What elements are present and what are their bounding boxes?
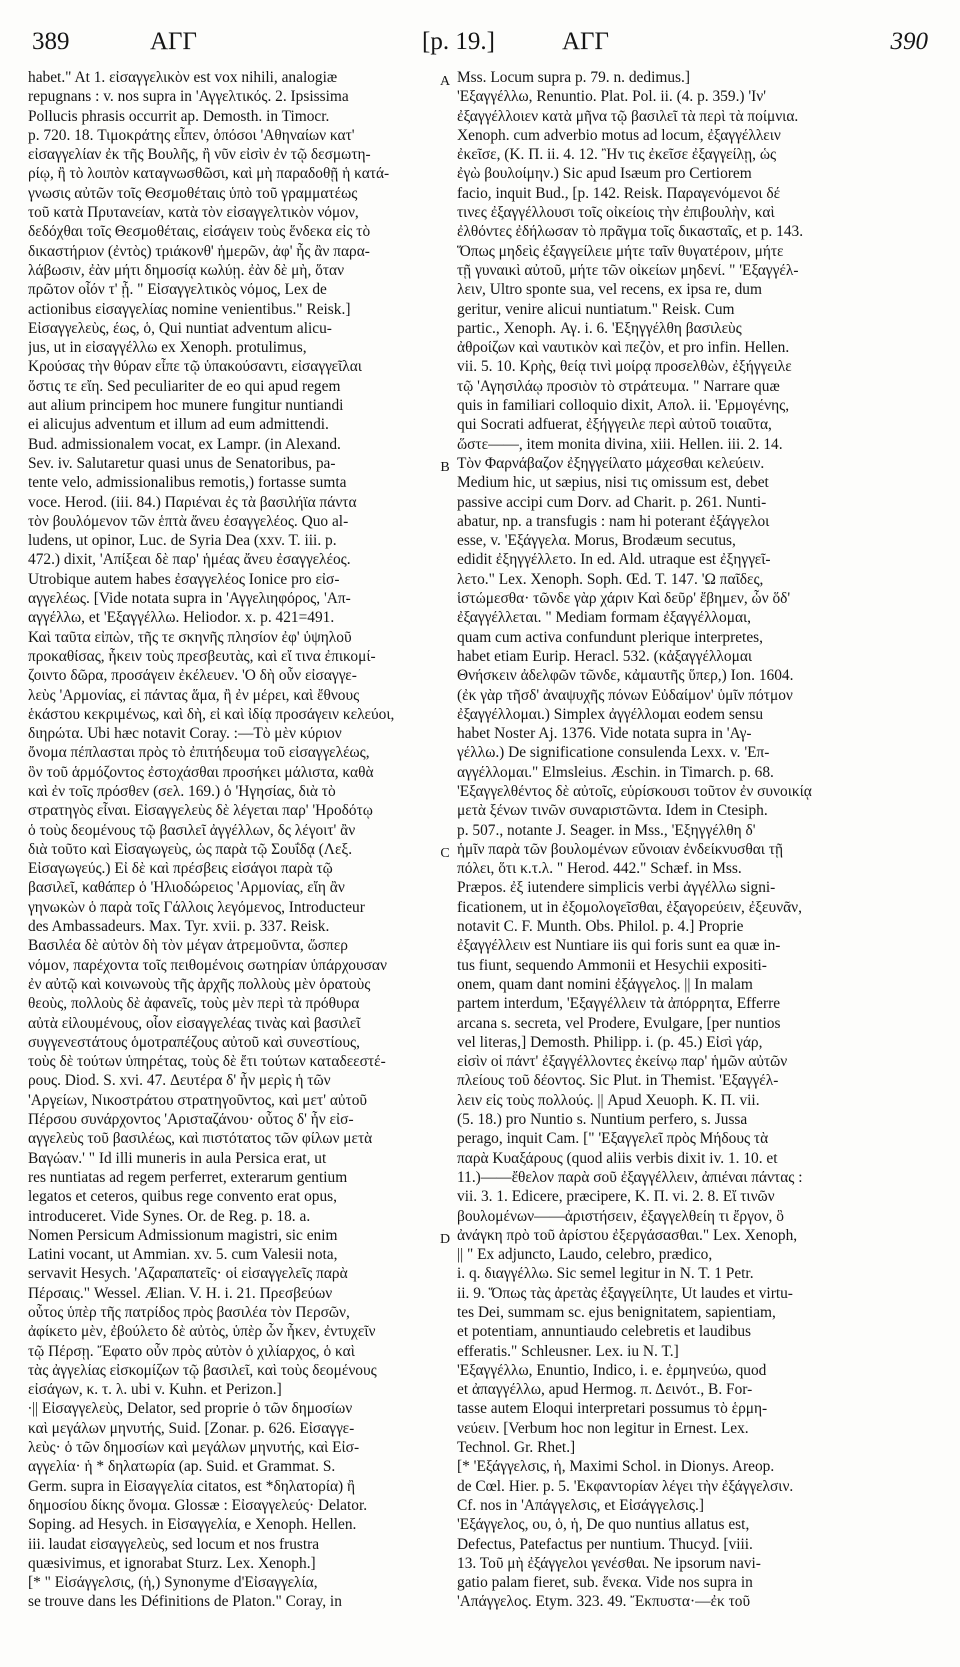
text-line: passive accipi cum Dorv. ad Charit. p. 261. Nunti-: [457, 493, 767, 511]
left-headword: ΑΓΓ: [150, 28, 197, 55]
text-line: ἀνάγκη πρὸ τοῦ ἀρίστου ἐξεργάσασθαι." Lex. Xenoph,: [457, 1226, 798, 1244]
text-line: ἀφίκετο μὲν, ἐβούλετο δὲ αὐτὸς, ὑπὲρ ὧν ἧκεν, ἐντυχεῖν: [28, 1323, 376, 1341]
text-line: παρὰ Κυαξάρους (quod aliis verbis dixit iv. 1. 10. et: [457, 1149, 778, 1167]
text-line: τοῦ κατὰ Πρυτανείαν, κατὰ τὸν εἰσαγγελτικὸν νόμον,: [28, 204, 359, 222]
text-line: μετὰ ξένων τινῶν συναριστῶντα. Idem in Ctesiph.: [457, 802, 768, 820]
text-line: Βασιλέα δὲ αὐτὸν δὴ τὸν μέγαν ἀτρεμοῦντα, ὥσπερ: [28, 937, 348, 955]
text-line: geritur, venire alicui nuntiatum." Reisk. Cum: [457, 300, 735, 318]
text-line: καὶ ἐν τοῖς πρόσθεν (σελ. 169.) ὁ 'Ηγησίας, διὰ τὸ: [28, 782, 336, 800]
text-line: actionibus εἰσαγγελίας nomine venientibus." Reisk.]: [28, 300, 351, 318]
text-line: habet." At 1. εἰσαγγελικὸν est vox nihili, analogiæ: [28, 69, 338, 86]
text-line: τὰς ἀγγελίας εἰσκομίζων τῷ βασιλεῖ, καὶ τοὺς δεομένους: [28, 1361, 377, 1379]
text-line: καὶ μεγάλων μηνυτής, Suid. [Zonar. p. 626. Εἰσαγγε-: [28, 1419, 355, 1437]
text-line: ἐξαγγέλλομαι.) Simplex ἀγγέλλομαι eodem sensu: [457, 705, 764, 723]
text-line: οὗτος ὑπὲρ τῆς πατρίδος πρὸς βασιλέα τὸν Περσῶν,: [28, 1304, 350, 1321]
text-line: αγγέλλω, et 'Εξαγγέλλω. Heliodor. x. p. 421=491.: [28, 609, 335, 627]
text-line: λάβωσιν, ἐὰν μήτι δημοσίᾳ κωλύῃ. ἐὰν δὲ μὴ, ὅταν: [28, 261, 345, 279]
text-line: tasse autem Eloqui interpretari possumus τὸ ἑρμη-: [457, 1400, 768, 1418]
text-line: βασιλεῖ, καθάπερ ὁ 'Ηλιοδώρειος 'Αρμονίας, εἴη ἂν: [28, 879, 345, 897]
right-page-number: 390: [890, 28, 928, 55]
text-line: Κρούσας τὴν θύραν εἶπε τῷ ὑπακούσαντι, εἰσαγγεῖλαι: [28, 358, 362, 376]
text-line: 'Εξάγγελος, ου, ὁ, ἡ, De quo nuntius allatus est,: [457, 1516, 750, 1534]
text-line: συγγενεστάτους ὁμοτραπέζους αὐτοῦ καὶ συνεστίους,: [28, 1033, 360, 1051]
running-header: [32, 28, 928, 64]
text-line: δημοσίου δίκης ὄνομα. Glossæ : Εἰσαγγελεύς· Delator.: [28, 1496, 368, 1514]
left-column: [28, 68, 443, 1612]
text-line: Bud. admissionalem vocat, ex Lampr. (in Alexand.: [28, 435, 341, 453]
text-line: Nomen Persicum Admissionum magistri, sic enim: [28, 1226, 338, 1244]
text-line: esse, v. 'Εξάγγελα. Morus, Brodæum secutus,: [457, 532, 736, 550]
text-line: διηρώτα. Ubi hæc notavit Coray. :—Τὸ μὲν κύριον: [28, 725, 342, 743]
text-line: ἐλθόντες ἐδήλωσαν τὸ πρᾶγμα τοῖς δικασταῖς, et p. 143.: [457, 223, 804, 241]
text-line: et ἀπαγγέλλω, apud Hermog. π. Δεινότ., B. For-: [457, 1381, 753, 1399]
text-line: i. q. διαγγέλλω. Sic semel legitur in N. T. 1 Petr.: [457, 1265, 754, 1283]
text-line: ludens, ut opinor, Luc. de Syria Dea (xxv. T. iii. p.: [28, 532, 337, 550]
text-line: 'Εξαγγέλλω, Renuntio. Plat. Pol. ii. (4. p. 359.) 'Ιν': [457, 88, 767, 106]
text-line: res nuntiatas ad regem perferret, exterarum gentium: [28, 1168, 348, 1186]
text-line: 'Απάγγελος. Etym. 323. 49. Ἔκπυστα·—ἐκ τοῦ: [457, 1593, 751, 1611]
text-line: 11.)——ἔθελον παρὰ σοῦ ἐξαγγέλλειν, ἀπιέναι πάντας :: [457, 1168, 803, 1186]
text-line: p. 507., notante J. Seager. in Mss., 'Εξηγγέλθη δ': [457, 821, 756, 839]
text-line: p. 720. 18. Τιμοκράτης εἶπεν, ὁπόσοι 'Αθηναίων κατ': [28, 126, 355, 144]
text-line: βουλομένων——ἀριστήσειν, ἐξαγγελθείη τι ἔργον, ὃ: [457, 1207, 784, 1225]
text-line: (5. 18.) pro Nuntio s. Nuntium perfero, s. Jussa: [457, 1111, 748, 1129]
text-line: ὃν τοῦ ἁρμόζοντος ἐστοχάσθαι προσήκει μάλιστα, καθὰ: [28, 763, 374, 781]
text-line: θεοὺς, πολλοὺς δὲ ἀφανεῖς, τοὺς μὲν περὶ τὰ πρόθυρα: [28, 995, 360, 1013]
text-line: perago, inquit Cam. [" 'Εξαγγελεῖ πρὸς Μήδους τὰ: [457, 1130, 769, 1148]
section-marker-a: A: [439, 74, 451, 89]
text-line: vii. 3. 1. Edicere, præcipere, K. Π. vi. 2. 8. Εἴ τινῶν: [457, 1188, 775, 1206]
text-line: τῇ γυναικὶ αὐτοῦ, μήτε τῶν οἰκείων μηδενί. " 'Εξαγγέλ-: [457, 261, 799, 279]
text-line: Πέρσου συνάρχοντος 'Αρισταζάνου· οὗτος δ' ἦν εἰσ-: [28, 1111, 354, 1129]
text-line: jus, ut in εἰσαγγέλλω ex Xenoph. protulimus,: [28, 339, 307, 357]
text-line: ὄνομα πέπλασται πρὸς τὸ ἐπιτήδευμα τοῦ εἰσαγγελέως,: [28, 744, 370, 762]
text-line: ἡμῖν παρὰ τῶν βουλομένων εὔνοιαν ἐνδείκνυσθαι τῇ: [457, 840, 784, 858]
text-line: αγγέλλομαι." Elmsleius. Æschin. in Timarch. p. 68.: [457, 763, 774, 781]
text-line: αγγελέως. [Vide notata supra in 'Αγγελιηφόρος, 'Απ-: [28, 590, 351, 608]
text-line: Germ. supra in Εἰσαγγελία citatos, est *δηλατορία) ἢ: [28, 1477, 356, 1495]
left-page-number: 389: [32, 28, 70, 55]
text-line: Xenoph. cum adverbio motus ad locum, ἐξαγγέλλειν: [457, 126, 781, 144]
text-line: ἐξαγγέλλειν est Nuntiare iis qui foris sunt ea quæ in-: [457, 937, 781, 955]
text-line: aut alium principem hoc munere fungitur nuntiandi: [28, 397, 344, 415]
text-line: (ἐκ γὰρ τῆσδ' ἀναψυχῆς πόνων Εὐδαίμον' ὑμῖν πότμον: [457, 686, 793, 704]
text-line: tes Dei, summam sc. ejus benignitatem, sapientiam,: [457, 1304, 776, 1321]
text-line: Mss. Locum supra p. 79. n. dedimus.]: [457, 69, 690, 86]
text-line: ἑκάστου κεκριμένως, καὶ δὴ, εἰ καὶ ἰδίᾳ προσάγειν κελεύοι,: [28, 705, 395, 723]
text-line: tus fiunt, sequendo Ammonii et Hesychii expositi-: [457, 956, 767, 974]
text-line: Τὸν Φαρνάβαζον ἐξηγγείλατο μάχεσθαι κελεύειν.: [457, 454, 765, 472]
text-line: ἐξαγγέλλοιεν κατὰ μῆνα τῷ βασιλεῖ τὰ περὶ τὰ ποίμνια.: [457, 107, 799, 125]
text-line: ὥστε——, item monita divina, xiii. Hellen. iii. 2. 14.: [457, 435, 783, 453]
text-line: στρατηγὸς εἶναι. Εἰσαγγελεὺς δὲ λέγεται παρ' 'Ηροδότῳ: [28, 802, 373, 820]
text-line: des Ambassadeurs. Max. Tyr. xvii. p. 337. Reisk.: [28, 918, 330, 936]
text-line: Medium hic, ut sæpius, nisi τις omissum est, debet: [457, 474, 769, 492]
text-line: λεὺς 'Αρμονίας, εἰ πάντας ἅμα, ἢ ἐν μέρει, καὶ ἔθνους: [28, 686, 360, 704]
text-line: Εἰσαγωγεύς.) Εἰ δὲ καὶ πρέσβεις εἰσάγοι παρὰ τῷ: [28, 860, 333, 878]
text-line: ἀθροίζων καὶ ναυτικὸν καὶ πεζὸν, et pro infin. Hellen.: [457, 339, 790, 357]
text-line: Θνήσκειν ἀδελφῶν τῶνδε, κἀμαυτῆς ὕπερ,) Ion. 1604.: [457, 667, 794, 685]
text-line: ii. 9. Ὅπως τὰς ἀρετὰς ἐξαγγείλητε, Ut laudes et virtu-: [457, 1284, 793, 1302]
text-line: ἐγὼ βουλοίμην.) Sic apud Isæum pro Certiorem: [457, 165, 752, 183]
text-line: εἰσάγων, κ. τ. λ. ubi v. Kuhn. et Perizon.]: [28, 1381, 282, 1399]
text-line: habet etiam Eurip. Heracl. 532. (κἀξαγγέλλομαι: [457, 647, 753, 665]
text-line: 'Εξαγγελθέντος δὲ αὐτοῖς, εὑρίσκουσι τοῦτον ἐν συνοικίᾳ: [457, 782, 812, 800]
text-line: vii. 5. 10. Κρὴς, θείᾳ τινὶ μοίρᾳ προσελθὼν, ἐξήγγειλε: [457, 358, 792, 376]
text-line: αγγελεὺς τοῦ βασιλέως, καὶ πιστότατος τῶν φίλων μετὰ: [28, 1130, 373, 1148]
text-line: ei alicujus adventum et illum ad eum admittendi.: [28, 416, 329, 434]
text-line: Præpos. ἐξ iutendere simplicis verbi ἀγγέλλω signi-: [457, 879, 776, 897]
text-line: 'Αργείων, Νικοστράτου στρατηγοῦντος, καὶ μετ' αὐτοῦ: [28, 1091, 368, 1109]
text-line: Utrobique autem habes ἐσαγγελέος Ionice pro εἰσ-: [28, 570, 340, 588]
text-line: γνωσις αὐτῶν τοῖς Θεσμοθέταις ὑπὸ τοῦ γραμματέως: [28, 184, 358, 202]
text-line: λειν εἰς τοὺς πολλούς. || Apud Xeuoph. K. Π. vii.: [457, 1091, 760, 1109]
text-line: 13. Τοῦ μὴ ἐξάγγελοι γενέσθαι. Ne ipsorum navi-: [457, 1554, 761, 1572]
text-line: προκαθίσας, ἧκειν τοὺς πρεσβευτὰς, καὶ εἴ τινα ἐπικομί-: [28, 647, 376, 665]
text-line: τῷ Πέρσῃ. Ἔφατο οὖν πρὸς αὐτὸν ὁ χιλίαρχος, ὁ καὶ: [28, 1342, 355, 1360]
text-line: servavit Hesych. 'Αζαραπατεῖς· οἱ εἰσαγγελεῖς παρὰ: [28, 1265, 348, 1283]
text-line: quæsivimus, et ignorabat Sturz. Lex. Xenoph.]: [28, 1554, 316, 1572]
text-line: facio, inquit Bud., [p. 142. Reisk. Παραγενόμενοι δέ: [457, 184, 781, 202]
text-line: de Cœl. Hier. p. 5. 'Εκφαντορίαν λέγει τὴν ἐξάγγελσιν.: [457, 1477, 794, 1495]
text-line: || " Ex adjuncto, Laudo, celebro, prædico,: [457, 1246, 713, 1264]
text-line: πλείους τοῦ δέοντος. Sic Plut. in Themist. 'Εξαγγέλ-: [457, 1072, 779, 1090]
text-line: ∙|| Εἰσαγγελεὺς, Delator, sed proprie ὁ τῶν δημοσίων: [28, 1400, 353, 1418]
text-line: γέλλω.) De significatione consulenda Lexx. v. 'Επ-: [457, 744, 770, 762]
text-line: αγγελία· ἡ * δηλατωρία (ap. Suid. et Grammat. S.: [28, 1458, 336, 1476]
section-marker-b: B: [440, 460, 450, 475]
text-line: arcana s. secreta, vel Prodere, Evulgare, [per nuntios: [457, 1014, 781, 1032]
text-line: gatio palam fieret, sub. ἕνεκα. Vide nos supra in: [457, 1574, 753, 1592]
text-line: ἐκεῖσε, (K. Π. ii. 4. 12. Ἢν τις ἐκεῖσε ἐξαγγείλῃ, ὡς: [457, 146, 777, 164]
text-line: [* 'Εξάγγελσις, ἡ, Maximi Schol. in Dionys. Areop.: [457, 1458, 775, 1476]
text-line: εἰσαγγελίαν ἐκ τῆς Βουλῆς, ἢ νῦν εἰσὶν ἐν τῷ δεσμωτη-: [28, 146, 371, 164]
text-line: πρῶτον οἷόν τ' ᾖ. " Εἰσαγγελτικὸς νόμος, Lex de: [28, 281, 327, 299]
text-line: δεδόχθαι τοῖς Θεσμοθέταις, εἰσάγειν τοὺς ἕνδεκα εἰς τὸ: [28, 223, 371, 241]
text-line: [* " Εἰσάγγελσις, (ἡ,) Synonyme d'Εἰσαγγελία,: [28, 1574, 318, 1592]
text-line: legatos et ceteros, quibus rege convento erat opus,: [28, 1188, 337, 1206]
text-line: τινες ἐξαγγέλλουσι τοῖς οἰκείοις τὴν ἐπιβουλὴν, καὶ: [457, 204, 775, 222]
text-line: ρους. Diod. S. xvi. 47. Δευτέρα δ' ἦν μερὶς ἡ τῶν: [28, 1072, 331, 1090]
text-line: πόλει, ὅτι κ.τ.λ. " Herod. 442." Schæf. in Mss.: [457, 860, 742, 878]
text-line: νόμον, παρέχοντα τοῖς πειθομένοις σωτηρίαν ὑπάρχουσαν: [28, 956, 387, 974]
text-line: quam cum activa confundunt plerique interpretes,: [457, 628, 763, 646]
text-line: introduceret. Vide Synes. Or. de Reg. p. 18. a.: [28, 1207, 311, 1225]
text-line: Πέρσαις." Wessel. Ælian. V. H. i. 21. Πρεσβεύων: [28, 1284, 333, 1302]
text-line: voce. Herod. (iii. 84.) Παριέναι ἐς τὰ βασιλήϊα πάντα: [28, 493, 357, 511]
text-line: νεύειν. [Verbum hoc non legitur in Ernest. Lex.: [457, 1419, 749, 1437]
text-line: efferatis." Schleusner. Lex. iu N. T.]: [457, 1342, 679, 1360]
text-line: se trouve dans les Définitions de Platon." Coray, in: [28, 1593, 342, 1611]
right-column: [457, 68, 872, 1612]
text-line: ζοιντο δῶρα, προσάγειν ἐκέλευεν. 'Ο δὴ οὖν εἰσαγγε-: [28, 667, 357, 685]
text-line: quis in familiari colloquio dixit, Απολ. ii. 'Ερμογένης,: [457, 397, 790, 415]
text-line: onem, quam dant nomini ἐξάγγελος. || In malam: [457, 975, 753, 993]
text-line: Pollucis phrasis occurrit ap. Demosth. in Timocr.: [28, 107, 330, 125]
text-line: tente velo, admissionalibus remotis,) fortasse sumta: [28, 474, 347, 492]
text-line: ὁ τοὺς δεομένους τῷ βασιλεῖ ἀγγέλλων, δς λέγοιτ' ἂν: [28, 821, 356, 839]
text-line: αὐτὰ εἰλουμένους, οἷον εἰσαγγελέας τινὰς καὶ βασιλεῖ: [28, 1014, 361, 1032]
text-line: et potentiam, annuntiaudo celebretis et laudibus: [457, 1323, 752, 1341]
right-headword: ΑΓΓ: [562, 28, 609, 55]
text-line: ἐν αὐτῷ καὶ κοινωνοὺς τῆς ἀρχῆς πολλοὺς μὲν ὁρατοὺς: [28, 975, 371, 993]
text-line: habet Noster Aj. 1376. Vide notata supra in 'Αγ-: [457, 725, 752, 743]
text-line: ἐξαγγέλλεται. " Mediam formam ἐξαγγέλλομαι,: [457, 609, 751, 627]
text-line: 'Εξαγγέλλω, Enuntio, Indico, i. e. ἑρμηνεύω, quod: [457, 1361, 767, 1379]
text-line: ficationem, ut in ἐξομολογεῖσθαι, ἐξαγορεύειν, ἐξευνᾶν,: [457, 898, 802, 916]
text-line: 472.) dixit, 'Απίξεαι δὲ παρ' ἡμέας ἄνευ ἐσαγγελέος.: [28, 551, 351, 569]
text-line: λετο." Lex. Xenoph. Soph. Œd. T. 147. 'Ω παῖδες,: [457, 570, 764, 588]
text-line: Defectus, Patefactus per nuntium. Thucyd. [viii.: [457, 1535, 753, 1553]
text-line: εἰσὶν οἱ πάντ' ἐξαγγέλλοντες ἐκείνῳ παρ' ἡμῶν αὐτῶν: [457, 1053, 788, 1071]
text-line: iii. laudat εἰσαγγελεὺς, sed locum et nos frustra: [28, 1535, 320, 1553]
text-line: Latini vocant, ut Ammian. xv. 5. cum Valesii nota,: [28, 1246, 338, 1264]
text-line: Εἰσαγγελεὺς, έως, ὁ, Qui nuntiat adventum alicu-: [28, 319, 332, 337]
text-line: Sev. iv. Salutaretur quasi unus de Senatoribus, pa-: [28, 454, 336, 472]
text-line: λεὺς· ὁ τῶν δημοσίων καὶ μεγάλων μηνυτής, καὶ Εἰσ-: [28, 1439, 360, 1457]
text-line: notavit C. F. Munth. Obs. Philol. p. 4.] Proprie: [457, 918, 744, 936]
text-line: repugnans : v. nos supra in 'Αγγελτικός. 2. Ipsissima: [28, 88, 349, 106]
text-line: Technol. Gr. Rhet.]: [457, 1439, 576, 1457]
text-line: abatur, np. a transfugis : nam hi poterant ἐξάγγελοι: [457, 512, 770, 530]
text-line: τοὺς δὲ τούτων ὑπηρέτας, τοὺς δὲ ἔτι τούτων καταδεεστέ-: [28, 1053, 386, 1071]
text-line: qui Socrati adfuerat, ἐξήγγειλε περὶ αὐτοῦ τοιαῦτα,: [457, 416, 772, 434]
text-line: partem interdum, 'Εξαγγέλλειν τὰ ἀπόρρητα, Efferre: [457, 995, 781, 1013]
text-line: δικαστήριον (ἐντὸς) τριάκονθ' ἡμερῶν, ἀφ' ἧς ἂν παρα-: [28, 242, 370, 260]
section-marker-c: C: [440, 846, 450, 861]
text-line: Cf. nos in 'Απάγγελσις, et Εἰσάγγελσις.]: [457, 1496, 704, 1514]
text-line: γηνωκὼν ὁ παρὰ τοῖς Γάλλοις λεγόμενος, Introducteur: [28, 898, 365, 916]
text-line: ἱστώμεσθα· τῶνδε γὰρ χάριν Καὶ δεῦρ' ἔβημεν, ὧν ὅδ': [457, 590, 791, 608]
center-reference: [p. 19.]: [422, 28, 495, 55]
text-line: edidit ἐξηγγέλλετο. In ed. Ald. utraque est ἐξηγγεῖ-: [457, 551, 771, 569]
text-line: τῷ 'Αγησιλάῳ προσιὸν τὸ στράτευμα. " Narrare quæ: [457, 377, 780, 395]
text-line: Βαγώαν.' " Id illi muneris in aula Persica erat, ut: [28, 1149, 327, 1167]
text-line: λειν, Ultro sponte sua, vel recens, ex ipsa re, dum: [457, 281, 762, 299]
section-marker-d: D: [439, 1232, 451, 1247]
text-line: Ὅπως μηδεὶς ἐξαγγείλειε μήτε ταῖν θυγατέροιν, μήτε: [457, 242, 784, 260]
text-line: partic., Xenoph. Αγ. i. 6. 'Εξηγγέλθη βασιλεὺς: [457, 319, 742, 337]
text-line: Soping. ad Hesych. in Εἰσαγγελία, e Xenoph. Hellen.: [28, 1516, 357, 1534]
text-line: vel literas,] Demosth. Philipp. i. (p. 45.) Εἰσὶ γάρ,: [457, 1033, 763, 1051]
text-line: τὸν βουλόμενον τῶν ἑπτὰ ἄνευ ἐσαγγελέος. Quo al-: [28, 512, 349, 530]
text-line: ρίῳ, ἢ τὸ λοιπὸν καταγνωσθῶσι, καὶ μὴ παραδοθῇ ἡ κατά-: [28, 165, 390, 183]
text-line: Καὶ ταῦτα εἰπὼν, τῆς τε σκηνῆς πλησίον ἐφ' ὑψηλοῦ: [28, 628, 352, 646]
text-line: διὰ τοῦτο καὶ Εἰσαγωγεὺς, ὡς παρὰ τῷ Σουΐδᾳ (Λεξ.: [28, 840, 353, 858]
text-line: ὅστις τε εἴη. Sed peculiariter de eo qui apud regem: [28, 377, 341, 395]
